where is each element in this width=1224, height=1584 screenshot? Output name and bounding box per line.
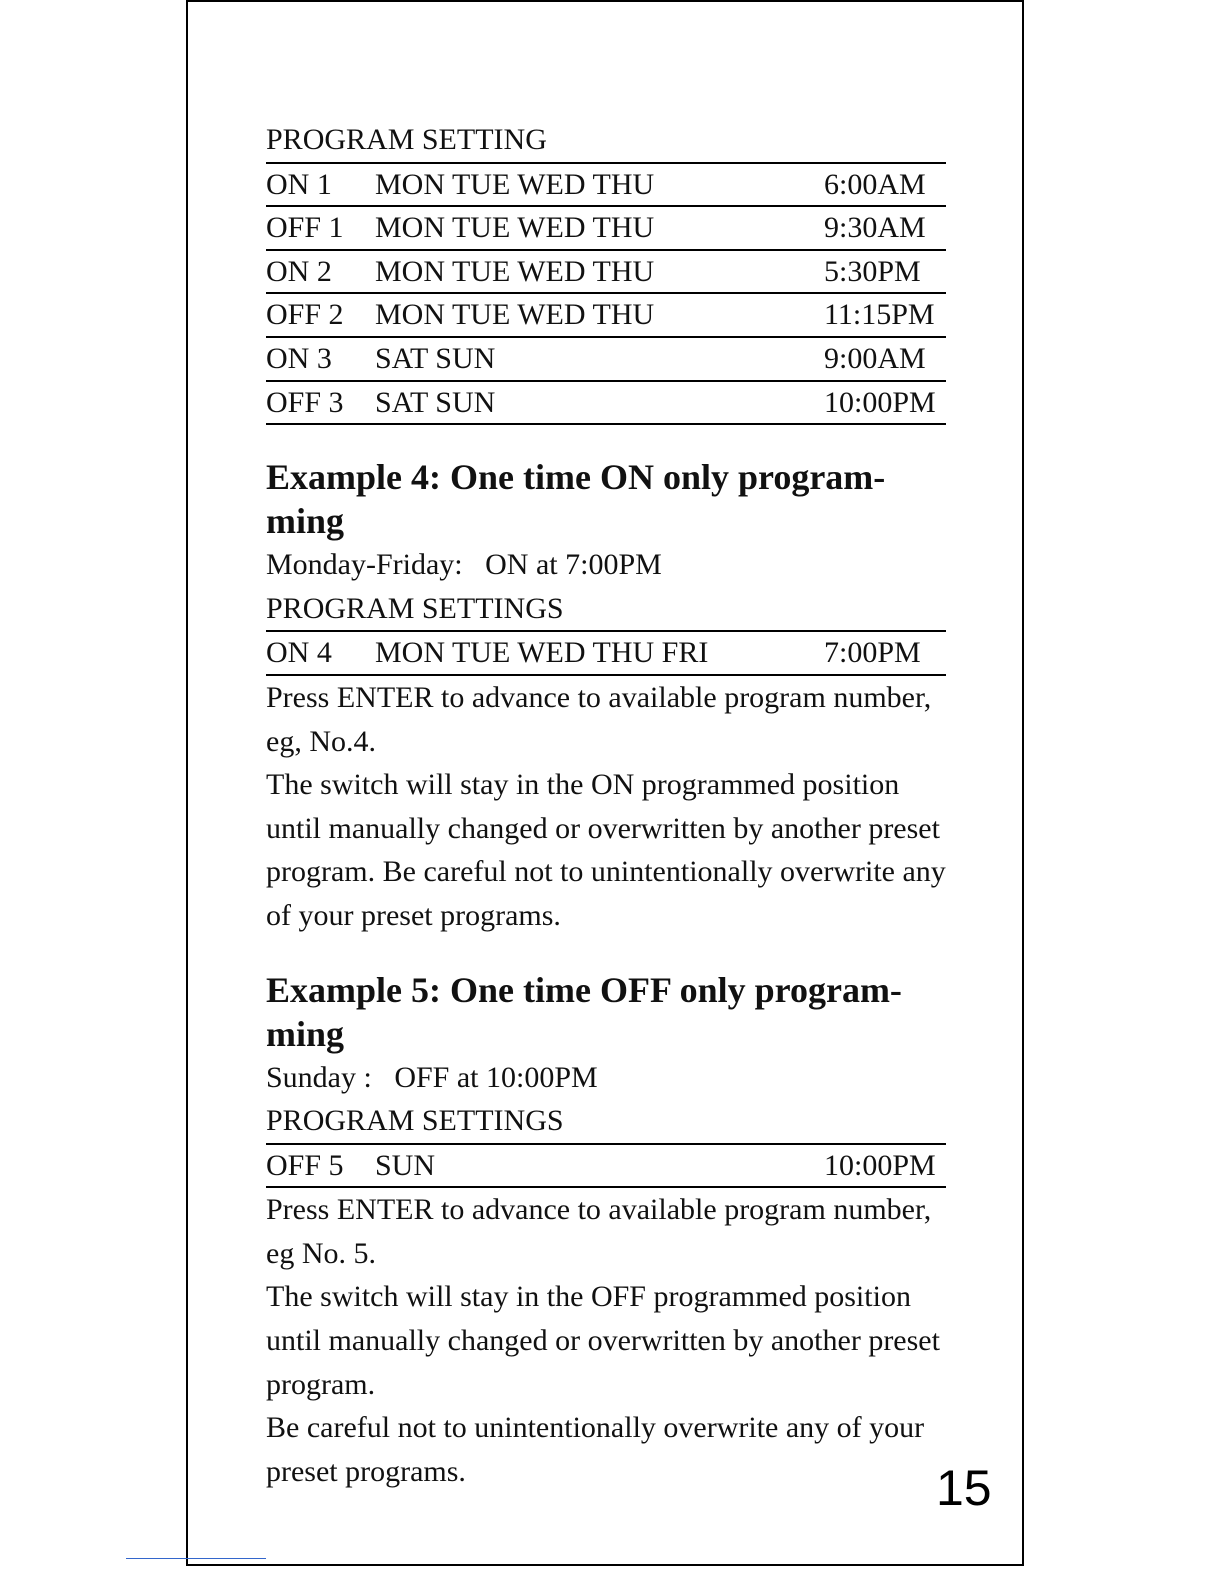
- program-label: ON 4: [266, 636, 332, 670]
- program-time: 7:00PM: [824, 636, 921, 670]
- program-label: OFF 1: [266, 211, 344, 245]
- program-label: ON 1: [266, 167, 332, 201]
- program-days: MON TUE WED THU: [375, 254, 655, 288]
- example-5-paragraph: Press ENTER to advance to available program number, eg No. 5.: [266, 1193, 932, 1270]
- program-time: 11:15PM: [824, 298, 935, 332]
- program-time: 9:00AM: [824, 341, 926, 375]
- program-days: MON TUE WED THU FRI: [375, 636, 709, 670]
- table-row: [266, 382, 946, 426]
- example-5-paragraph: Be careful not to unintentionally overwrite any of your preset programs.: [266, 1411, 925, 1488]
- example-5-schedule: Sunday : OFF at 10:00PM: [266, 1060, 598, 1094]
- table-row: [266, 164, 946, 208]
- example-5-paragraph: The switch will stay in the OFF programmed position until manually changed or overwritten by another preset program.: [266, 1280, 940, 1401]
- program-time: 5:30PM: [824, 254, 921, 288]
- table-row: [266, 294, 946, 338]
- program-time: 10:00PM: [824, 385, 936, 419]
- program-label: OFF 2: [266, 298, 344, 332]
- table-row: [266, 632, 946, 676]
- table-row: [266, 338, 946, 382]
- program-setting-title: PROGRAM SETTING: [266, 123, 547, 156]
- table-row: [266, 251, 946, 295]
- program-days: MON TUE WED THU: [375, 298, 655, 332]
- program-label: ON 2: [266, 254, 332, 288]
- program-table: [266, 162, 946, 426]
- page-content: [266, 118, 946, 1493]
- program-days: SAT SUN: [375, 385, 496, 419]
- program-time: 10:00PM: [824, 1148, 936, 1182]
- example-4-heading: Example 4: One time ON only program-ming: [266, 457, 886, 542]
- example-5-table: [266, 1143, 946, 1189]
- program-label: ON 3: [266, 341, 332, 375]
- example-5-settings-title: PROGRAM SETTINGS: [266, 1104, 564, 1138]
- program-days: MON TUE WED THU: [375, 167, 655, 201]
- example-5-heading: Example 5: One time OFF only program-ming: [266, 969, 902, 1054]
- example-4-table: [266, 630, 946, 676]
- example-4-schedule: Monday-Friday: ON at 7:00PM: [266, 548, 662, 582]
- program-days: SAT SUN: [375, 341, 496, 375]
- program-days: SUN: [375, 1148, 436, 1182]
- page-number: 15: [936, 1460, 992, 1516]
- example-4-settings-title: PROGRAM SETTINGS: [266, 591, 564, 625]
- program-label: OFF 3: [266, 385, 344, 419]
- table-row: [266, 207, 946, 251]
- program-days: MON TUE WED THU: [375, 211, 655, 245]
- program-time: 9:30AM: [824, 211, 926, 245]
- example-4-paragraph: The switch will stay in the ON programmed position until manually changed or overwritten by another preset program. Be careful not to unintentionally overwrite any of your preset programs.: [266, 768, 946, 932]
- program-label: OFF 5: [266, 1148, 344, 1182]
- example-4-paragraph: Press ENTER to advance to available program number, eg, No.4.: [266, 680, 932, 758]
- table-row: [266, 1145, 946, 1189]
- footer-rule: [126, 1558, 266, 1559]
- program-time: 6:00AM: [824, 167, 926, 201]
